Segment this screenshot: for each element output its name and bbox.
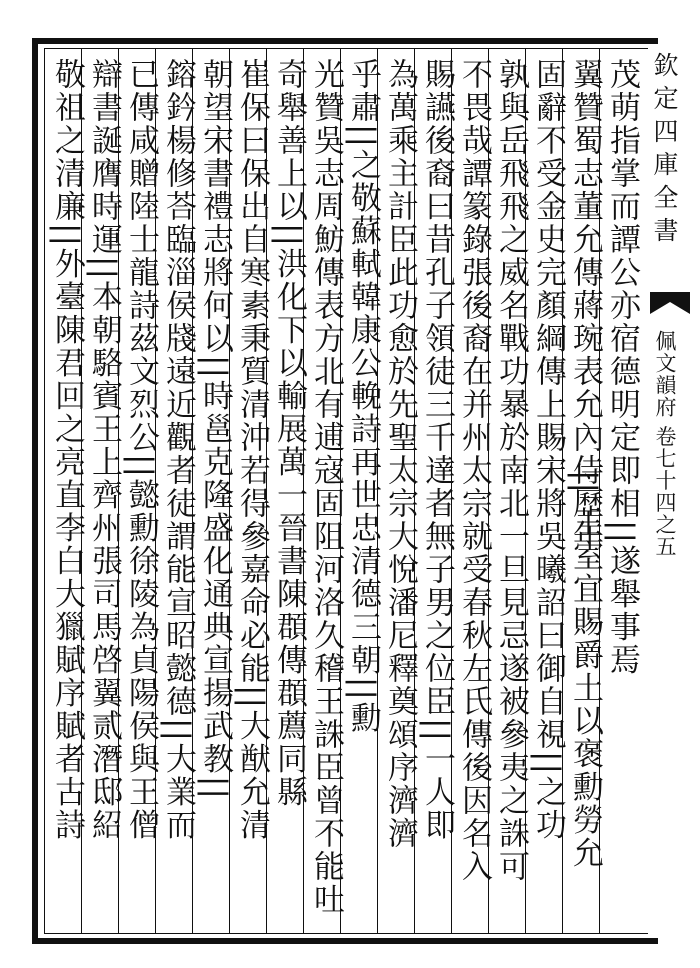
text-column-10: 奇舉善上以||洪化下以輸展萬一晉書陳頵傳頵薦同縣 [271,58,307,809]
margin-book-title: 欽定四庫全書 [650,52,679,250]
text-column-13: 鎔鈐楊修荅臨淄侯牋遠近觀者徒謂能宣昭懿德||大業而 [160,58,196,842]
text-column-15: 辯書誕膺時運||本朝駱賓王上齊州張司馬啓翼贰潛邸紹 [86,58,122,842]
text-column-9: 光贊吳志周魴傳表方北有逋寇固阻河洛久稽王誅臣曾不能吐 [308,58,344,916]
text-column-14: 已傳咸贈陸士龍詩茲文烈公||懿勳徐陵為貞陽侯與王僧 [123,58,159,842]
text-column-4: 孰與岳飛飛之威名戰功暴於南北一旦見忌遂被參夷之誅可 [493,58,529,883]
text-column-5: 不畏哉譚篆錄張後裔在并州太宗就受春秋左氏傳後因名入 [456,58,492,883]
text-column-16: 敬祖之清廉||外臺陳君回之亮直李白大獵賦序賦者古詩 [49,58,85,842]
text-column-11: 崔保曰保出自寒素秉質清沖若得參嘉命必能||大猷允清 [234,58,270,842]
text-column-3: 固辭不受金史完顏綱傳上賜宋將吳曦詔曰御自視||之功 [530,58,566,842]
text-column-1: 茂萌指掌而譚公亦宿德明定即相||遂舉事焉 [604,58,640,677]
text-column-2: 翼贊蜀志董允傳蔣琬表允內侍歷年 [567,58,603,553]
text-column-12: 朝望宋書禮志將何以||時邕克隆盛化通典宣揚武教|| [197,58,233,801]
text-column-8: 乎肅||之敬蘇軾韓康公輓詩再世忠清德三朝||勳 [345,58,381,735]
margin-volume-label: 佩文韻府 卷七十四之五 [653,330,677,558]
text-column-6: 賜讌後裔曰昔孔子領徒三千達者無子男之位臣||一人即 [419,58,455,842]
fish-tail-icon [650,292,690,314]
text-column-7: 為萬乘主計臣此功愈於先聖太宗大悅潘尼釋奠頌序濟濟 [382,58,418,850]
text-column-2b: || 王室宜賜爵土以褒勳勞允 [567,470,603,870]
